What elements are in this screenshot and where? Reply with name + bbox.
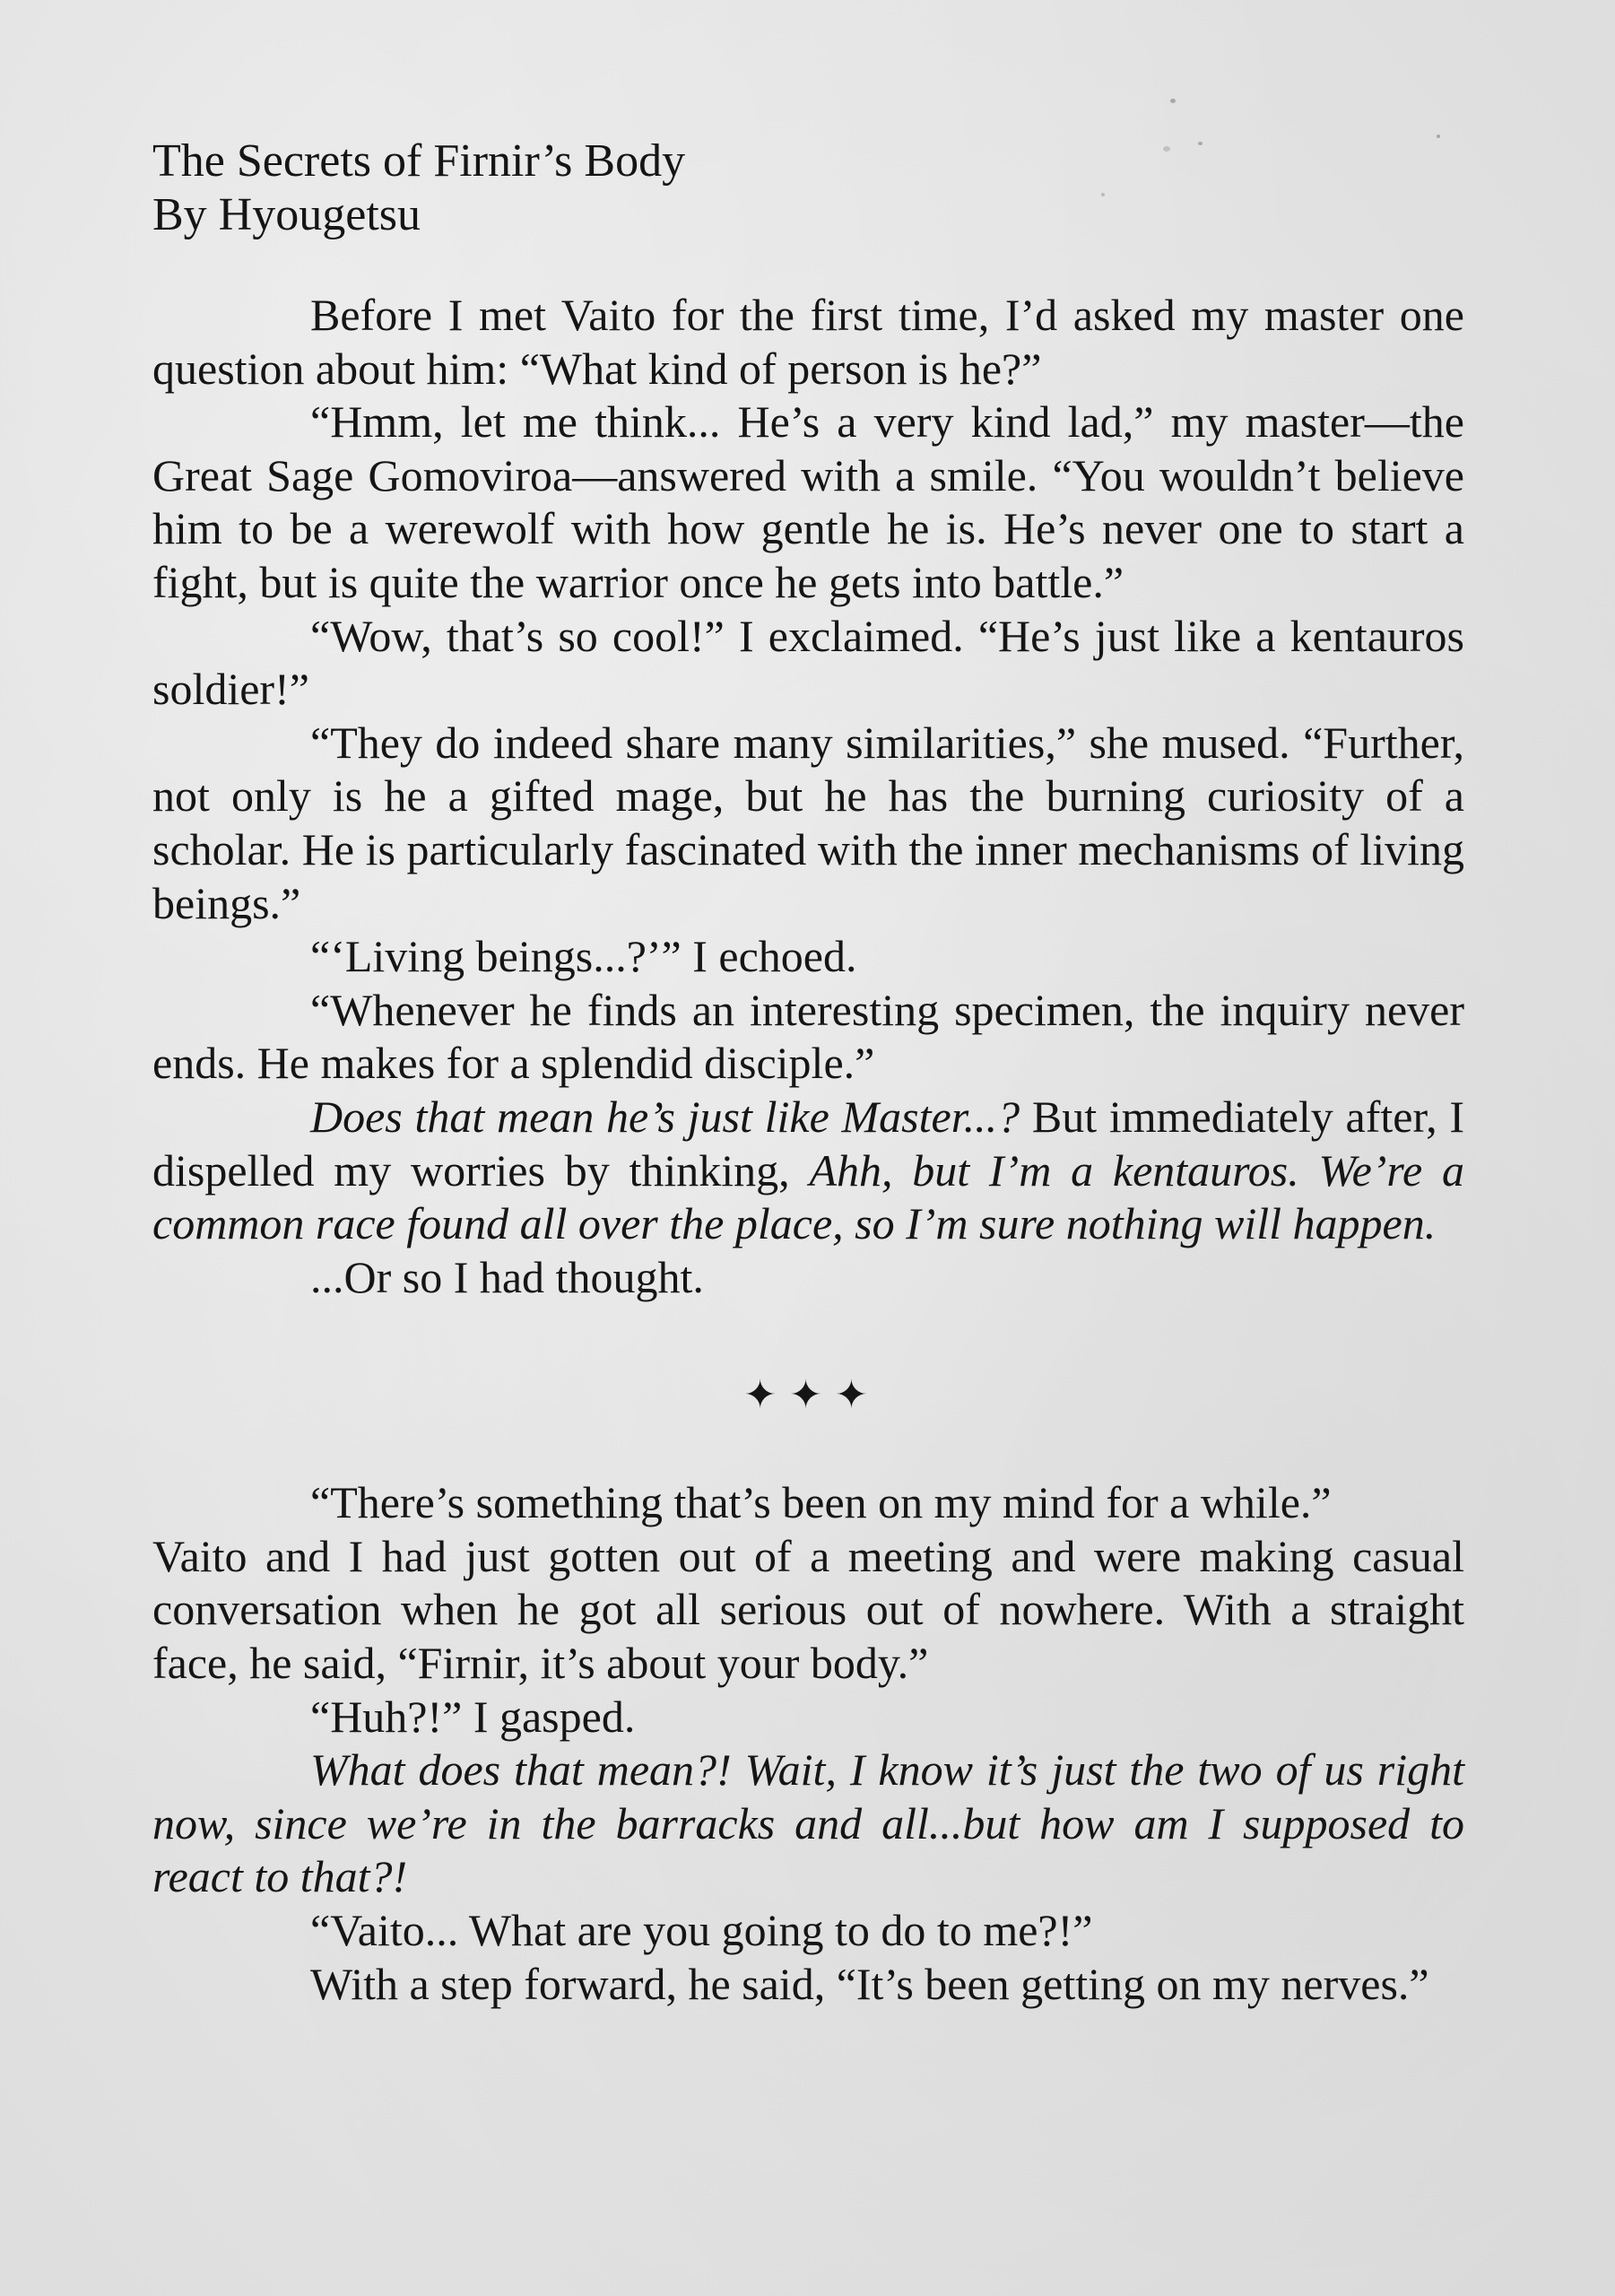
story-section-2 — [152, 1476, 1464, 2011]
paper-speck — [1437, 135, 1440, 138]
story-section-1 — [152, 289, 1464, 1304]
paragraph-text: But immediately after, I dispelled my worries by thinking, — [152, 1091, 1464, 1196]
italic-thought-text: Does that mean he’s just like Master...? — [310, 1091, 1020, 1142]
star-divider-icon: ✦ — [743, 1373, 783, 1418]
paragraph-text: “Wow, that’s so cool!” I exclaimed. “He’s just like a kentauros soldier!” — [152, 610, 1464, 715]
paragraph-text: Before I met Vaito for the first time, I’d asked my master one question about him: “What kind of person is he?” — [152, 290, 1464, 394]
story-paragraph — [152, 1958, 1464, 2012]
paragraph-text: “Hmm, let me think... He’s a very kind lad,” my master—the Great Sage Gomoviroa—answered with a smile. “You wouldn’t believe him to be a werewolf with how gentle he is. He’s never one to start a fight, but is quite the warrior once he gets into battle.” — [152, 396, 1464, 607]
paragraph-text: “There’s something that’s been on my mind for a while.” — [310, 1477, 1332, 1528]
star-divider-icon: ✦ — [834, 1373, 873, 1418]
paper-speck — [1163, 146, 1170, 152]
paragraph-text: “‘Living beings...?’” I echoed. — [310, 931, 857, 982]
paragraph-text: “Huh?!” I gasped. — [310, 1691, 636, 1742]
story-paragraph — [152, 610, 1464, 717]
story-paragraph — [152, 1744, 1464, 1904]
paragraph-text: “They do indeed share many similarities,” she mused. “Further, not only is he a gifted mage, but he has the burning curiosity of a scholar. He is particularly fascinated with the inner mechanisms of living beings.” — [152, 717, 1464, 928]
italic-thought-text: What does that mean?! Wait, I know it’s just the two of us right now, since we’re in the barracks and all...but how am I supposed to react to that?! — [152, 1744, 1464, 1902]
story-paragraph — [152, 289, 1464, 396]
story-paragraph — [152, 1251, 1464, 1305]
paragraph-text: Vaito and I had just gotten out of a meeting and were making casual conversation when he got all serious out of nowhere. With a straight face, he said, “Firnir, it’s about your body.” — [152, 1530, 1464, 1689]
document-page — [152, 135, 1464, 2011]
story-paragraph — [152, 1530, 1464, 1691]
story-paragraph — [152, 717, 1464, 930]
italic-thought-text: Ahh, but I’m a kentauros. We’re a common race found all over the place, so I’m sure nothing will happen. — [152, 1144, 1464, 1249]
star-divider-icon: ✦ — [789, 1373, 828, 1418]
story-paragraph — [152, 1904, 1464, 1958]
paragraph-text: ...Or so I had thought. — [310, 1251, 704, 1302]
paper-speck — [1170, 99, 1176, 103]
document-byline: By Hyougetsu — [152, 189, 421, 240]
paragraph-text: “Whenever he finds an interesting specimen, the inquiry never ends. He makes for a splendid disciple.” — [152, 984, 1464, 1089]
scene-break-divider — [152, 1369, 1464, 1422]
story-paragraph — [152, 930, 1464, 984]
document-title: The Secrets of Firnir’s Body — [152, 135, 686, 187]
paper-speck — [1101, 193, 1105, 196]
story-paragraph — [152, 1691, 1464, 1744]
story-paragraph — [152, 396, 1464, 609]
story-paragraph — [152, 984, 1464, 1091]
paragraph-text: “Vaito... What are you going to do to me?!” — [310, 1905, 1093, 1956]
story-paragraph — [152, 1091, 1464, 1251]
paragraph-text: With a step forward, he said, “It’s been getting on my nerves.” — [310, 1958, 1429, 2009]
paper-speck — [1198, 142, 1203, 145]
story-paragraph — [152, 1476, 1464, 1530]
